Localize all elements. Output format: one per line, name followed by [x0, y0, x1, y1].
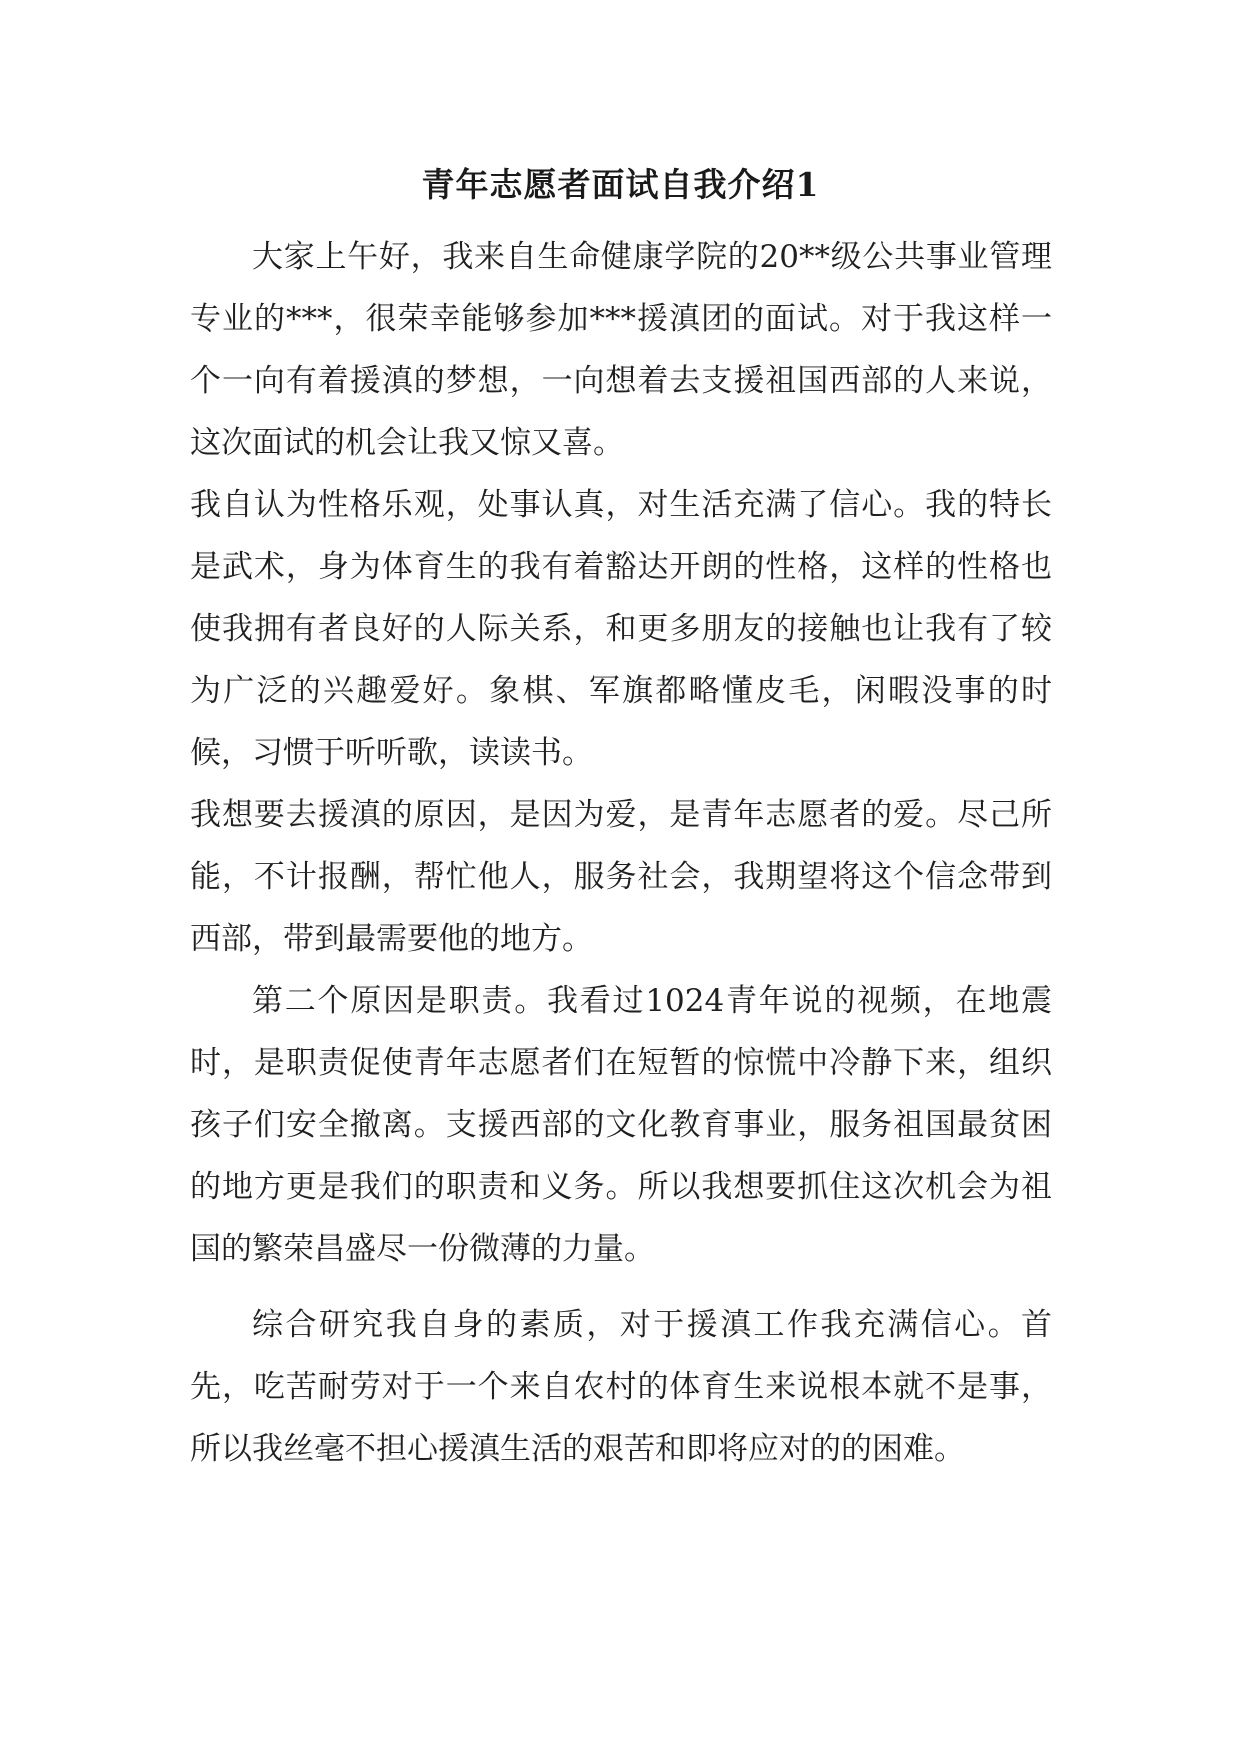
document-body: [190, 226, 1052, 1480]
document-title: 青年志愿者面试自我介绍1: [421, 165, 820, 204]
paragraph-reason-duty: 第二个原因是职责。我看过1024青年说的视频，在地震时，是职责促使青年志愿者们在短暂的惊慌中冷静下来，组织孩子们安全撤离。支援西部的文化教育事业，服务祖国最贫困的地方更是我们的职责和义务。所以我想要抓住这次机会为祖国的繁荣昌盛尽一份微薄的力量。: [190, 983, 1052, 1267]
paragraph-greeting: 大家上午好，我来自生命健康学院的20**级公共事业管理专业的***，很荣幸能够参加***援滇团的面试。对于我这样一个一向有着援滇的梦想，一向想着去支援祖国西部的人来说，这次面试的机会让我又惊又喜。: [190, 239, 1052, 461]
paragraph-reason-love: 我想要去援滇的原因，是因为爱，是青年志愿者的爱。尽己所能，不计报酬，帮忙他人，服务社会，我期望将这个信念带到西部，带到最需要他的地方。: [190, 797, 1052, 957]
paragraph-personality: 我自认为性格乐观，处事认真，对生活充满了信心。我的特长是武术，身为体育生的我有着豁达开朗的性格，这样的性格也使我拥有者良好的人际关系，和更多朋友的接触也让我有了较为广泛的兴趣爱好。象棋、军旗都略懂皮毛，闲暇没事的时候，习惯于听听歌，读读书。: [190, 487, 1052, 771]
paragraph-self-assessment: 综合研究我自身的素质，对于援滇工作我充满信心。首先，吃苦耐劳对于一个来自农村的体育生来说根本就不是事，所以我丝毫不担心援滇生活的艰苦和即将应对的的困难。: [190, 1307, 1052, 1467]
